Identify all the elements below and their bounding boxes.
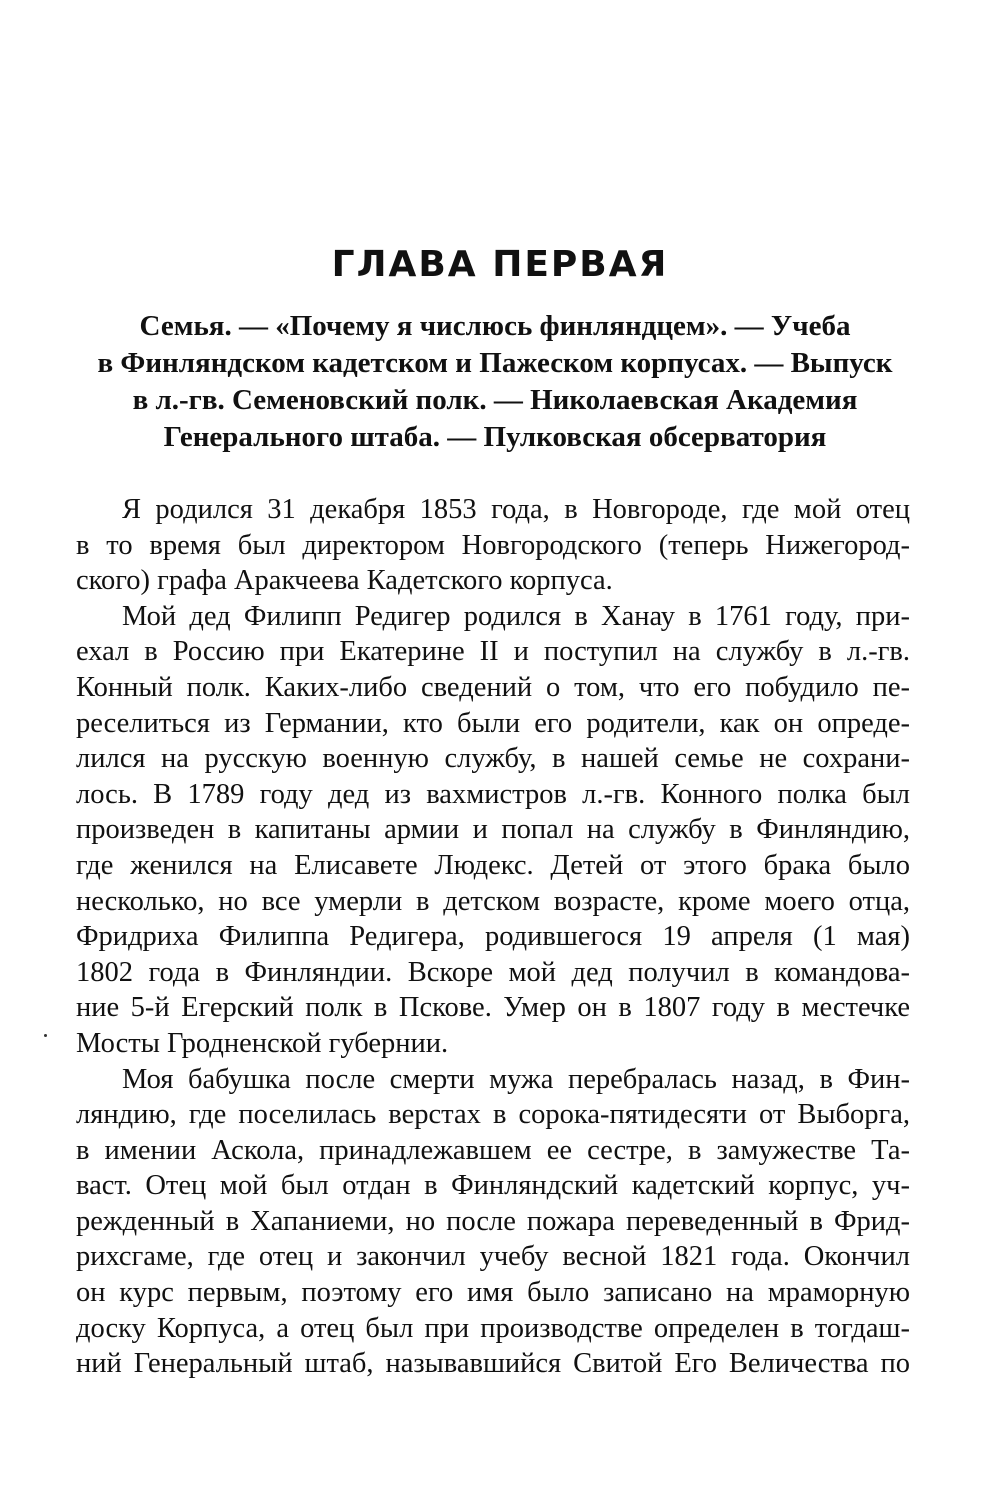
text-line: рихсгаме, где отец и закончил учебу весной 1821 года. Окончил: [76, 1241, 910, 1273]
margin-speck: [44, 1034, 47, 1037]
text-line: васт. Отец мой был отдан в Финляндский кадетский корпус, уч-: [76, 1170, 910, 1202]
text-line: несколько, но все умерли в детском возрасте, кроме моего отца,: [76, 885, 910, 917]
text-line: Я родился 31 декабря 1853 года, в Новгороде, где мой отец: [122, 494, 910, 525]
text-line: произведен в капитаны армии и попал на службу в Финляндию,: [76, 814, 910, 846]
text-line: ние 5-й Егерский полк в Пскове. Умер он в 1807 году в местечке: [76, 992, 910, 1024]
text-line: реселиться из Германии, кто были его родители, как он опреде-: [76, 707, 910, 739]
text-line: 1802 года в Финляндии. Вскоре мой дед получил в командова-: [76, 956, 910, 988]
text-line: Мой дед Филипп Редигер родился в Ханау в 1761 году, при-: [122, 600, 910, 632]
text-line: ехал в Россию при Екатерине II и поступил на службу в л.-гв.: [76, 636, 910, 668]
text-line: лось. В 1789 году дед из вахмистров л.-гв. Конного полка был: [76, 778, 910, 810]
subtitle-line: в Финляндском кадетском и Пажеском корпусах. — Выпуск: [97, 347, 893, 379]
subtitle-line: в л.-гв. Семеновский полк. — Николаевская Академия: [132, 384, 858, 416]
chapter-subtitle: [80, 308, 910, 456]
text-line: Фридриха Филиппа Редигера, родившегося 19 апреля (1 мая): [76, 921, 910, 953]
text-line: Моя бабушка после смерти мужа перебралась назад, в Фин-: [122, 1063, 910, 1095]
body-text: [76, 492, 910, 1382]
paragraph-1: [76, 492, 910, 599]
chapter-title: ГЛАВА ПЕРВАЯ: [331, 244, 669, 285]
text-line: в то время был директором Новгородского (теперь Нижегород-: [76, 529, 910, 561]
paragraph-2: [76, 599, 910, 1062]
text-line: в имении Аскола, принадлежавшем ее сестре, в замужестве Та-: [76, 1134, 910, 1166]
text-line: где женился на Елисавете Людекс. Детей от этого брака было: [76, 849, 910, 881]
subtitle-line: Генерального штаба. — Пулковская обсерватория: [163, 421, 827, 453]
text-line: ний Генеральный штаб, называвшийся Свитой Его Величества по: [76, 1348, 910, 1380]
text-line: доску Корпуса, а отец был при производстве определен в тогдаш-: [76, 1312, 910, 1344]
text-line: ляндию, где поселилась верстах в сорока-пятидесяти от Выборга,: [76, 1099, 910, 1131]
subtitle-line: Семья. — «Почему я числюсь финляндцем». — Учеба: [139, 310, 851, 342]
text-line: ского) графа Аракчеева Кадетского корпуса.: [76, 565, 613, 597]
text-line: Конный полк. Каких-либо сведений о том, что его побудило пе-: [76, 671, 910, 703]
paragraph-3: [76, 1062, 910, 1382]
text-line: лился на русскую военную службу, в нашей семье не сохрани-: [76, 743, 910, 775]
text-line: режденный в Хапаниеми, но после пожара переведенный в Фрид-: [76, 1205, 910, 1237]
text-line: Мосты Гродненской губернии.: [76, 1027, 449, 1059]
text-line: он курс первым, поэтому его имя было записано на мраморную: [76, 1277, 910, 1309]
